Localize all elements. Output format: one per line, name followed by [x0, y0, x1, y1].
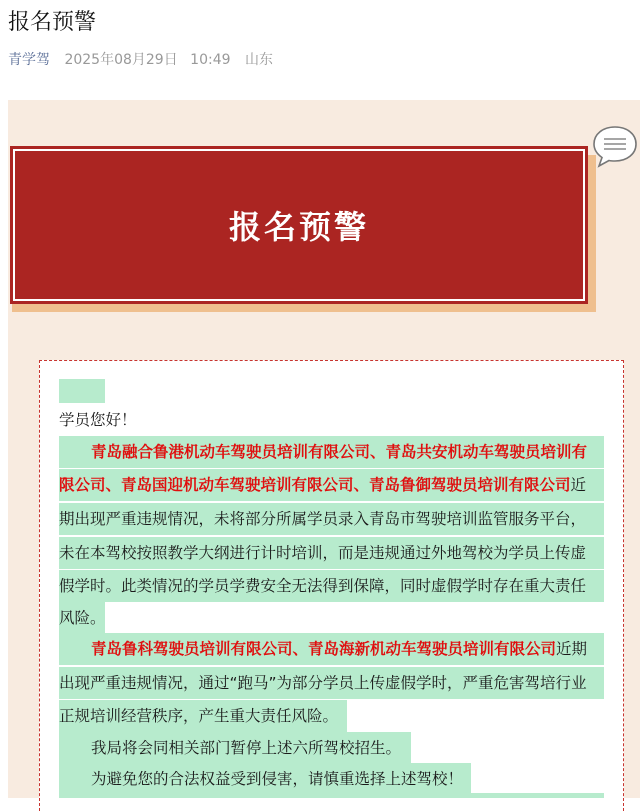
paragraph-1-line-1: [59, 436, 604, 468]
highlight-block: [59, 379, 105, 403]
school-names-3: 青岛鲁科驾驶员培训有限公司、青岛海新机动车驾驶员培训有限公司: [91, 640, 557, 658]
greeting: 学员您好！: [59, 411, 137, 429]
publish-location: 山东: [244, 52, 273, 68]
banner-title: 报名预警: [228, 208, 369, 246]
publish-time: 10:49: [190, 52, 231, 68]
paragraph-3: 我局将会同相关部门暂停上述六所驾校招生。: [59, 732, 411, 764]
paragraph-4: 为避免您的合法权益受到侵害，请慎重选择上述驾校！: [59, 763, 471, 795]
paragraph-2-line-1: 青岛鲁科驾驶员培训有限公司、青岛海新机动车驾驶员培训有限公司近期: [59, 633, 604, 665]
paragraph-1-line-4: 未在本驾校按照教学大纲进行计时培训，而是违规通过外地驾校为学员上传虚: [59, 537, 604, 569]
author-link[interactable]: 青学驾: [8, 52, 50, 68]
publish-date: 2025年08月29日: [64, 52, 178, 68]
paragraph-1-line-6: 风险。: [59, 602, 105, 634]
paragraph-2-line-2: 出现严重违规情况，通过“跑马”为部分学员上传虚假学时，严重危害驾培行业: [59, 667, 604, 699]
speech-bubble-icon: [592, 124, 638, 168]
paragraph-1-line-3: 期出现严重违规情况，未将部分所属学员录入青岛市驾驶培训监管服务平台，: [59, 503, 604, 535]
warning-banner: [10, 146, 588, 304]
paragraph-2-line-3: 正规培训经营秩序，产生重大责任风险。: [59, 700, 347, 732]
article-meta: [8, 50, 273, 70]
school-names-2: 限公司、青岛国迎机动车驾驶培训有限公司、青岛鲁御驾驶员培训有限公司: [59, 476, 571, 494]
highlight-block: [59, 793, 604, 798]
school-names-1: 青岛融合鲁港机动车驾驶员培训有限公司、青岛共安机动车驾驶员培训有: [91, 443, 588, 461]
page-title: 报名预警: [8, 10, 97, 35]
paragraph-1-line-2: 限公司、青岛国迎机动车驾驶培训有限公司、青岛鲁御驾驶员培训有限公司近: [59, 469, 604, 501]
paragraph-1-line-5: 假学时。此类情况的学员学费安全无法得到保障，同时虚假学时存在重大责任: [59, 570, 604, 602]
